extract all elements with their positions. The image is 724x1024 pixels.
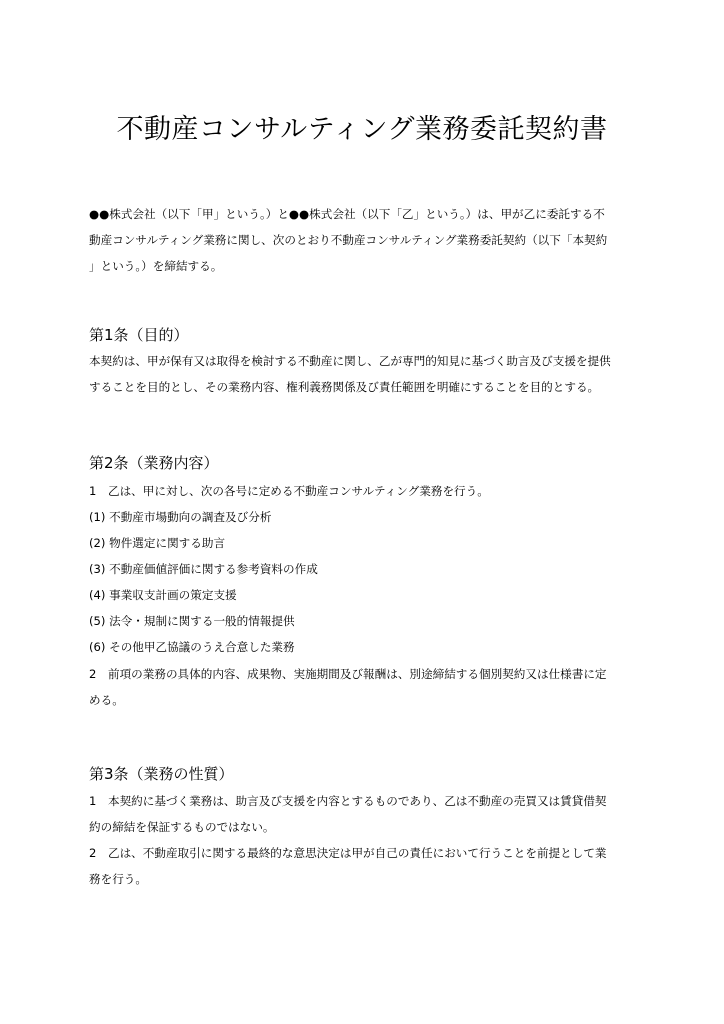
- article-3-heading: 第3条（業務の性質）: [89, 765, 234, 783]
- article-2-item-1: (1) 不動産市場動向の調査及び分析: [89, 510, 272, 524]
- article-2-clause-2-line: 2 前項の業務の具体的内容、成果物、実施期間及び報酬は、別途締結する個別契約又は仕様書に定: [89, 667, 607, 681]
- article-2-item-4: (4) 事業収支計画の策定支援: [89, 588, 237, 602]
- article-2-clause-2-line: める。: [89, 693, 124, 707]
- article-3-line: 2 乙は、不動産取引に関する最終的な意思決定は甲が自己の責任において行うことを前提として業: [89, 846, 607, 860]
- document-title: 不動産コンサルティング業務委託契約書: [116, 114, 608, 145]
- article-3-line: 務を行う。: [89, 872, 147, 886]
- article-2-clause-2: [89, 661, 649, 713]
- article-2-item-2: (2) 物件選定に関する助言: [89, 536, 226, 550]
- article-1-line: することを目的とし、その業務内容、権利義務関係及び責任範囲を明確にすることを目的とする。: [89, 380, 600, 394]
- article-1-line: 本契約は、甲が保有又は取得を検討する不動産に関し、乙が専門的知見に基づく助言及び支援を提供: [89, 354, 611, 368]
- article-1-body: [89, 348, 649, 400]
- preamble-line: ●●株式会社（以下「甲」という。）と●●株式会社（以下「乙」という。）は、甲が乙に委託する不: [89, 207, 605, 221]
- article-2-clause-1: 1 乙は、甲に対し、次の各号に定める不動産コンサルティング業務を行う。: [89, 484, 489, 498]
- preamble-line: 」という。）を締結する。: [89, 259, 223, 273]
- article-2-item-6: (6) その他甲乙協議のうえ合意した業務: [89, 640, 295, 654]
- article-2-item-5: (5) 法令・規制に関する一般的情報提供: [89, 614, 295, 628]
- article-2-body: [89, 478, 649, 660]
- preamble-line: 動産コンサルティング業務に関し、次のとおり不動産コンサルティング業務委託契約（以下「本契約: [89, 233, 608, 247]
- article-2-heading: 第2条（業務内容）: [89, 454, 219, 472]
- article-2-item-3: (3) 不動産価値評価に関する参考資料の作成: [89, 562, 318, 576]
- article-1-heading: 第1条（目的）: [89, 326, 189, 344]
- preamble-paragraph: [89, 201, 649, 279]
- article-3-line: 約の締結を保証するものではない。: [89, 820, 275, 834]
- article-3-body: [89, 788, 649, 892]
- article-3-line: 1 本契約に基づく業務は、助言及び支援を内容とするものであり、乙は不動産の売買又は賃貸借契: [89, 794, 607, 808]
